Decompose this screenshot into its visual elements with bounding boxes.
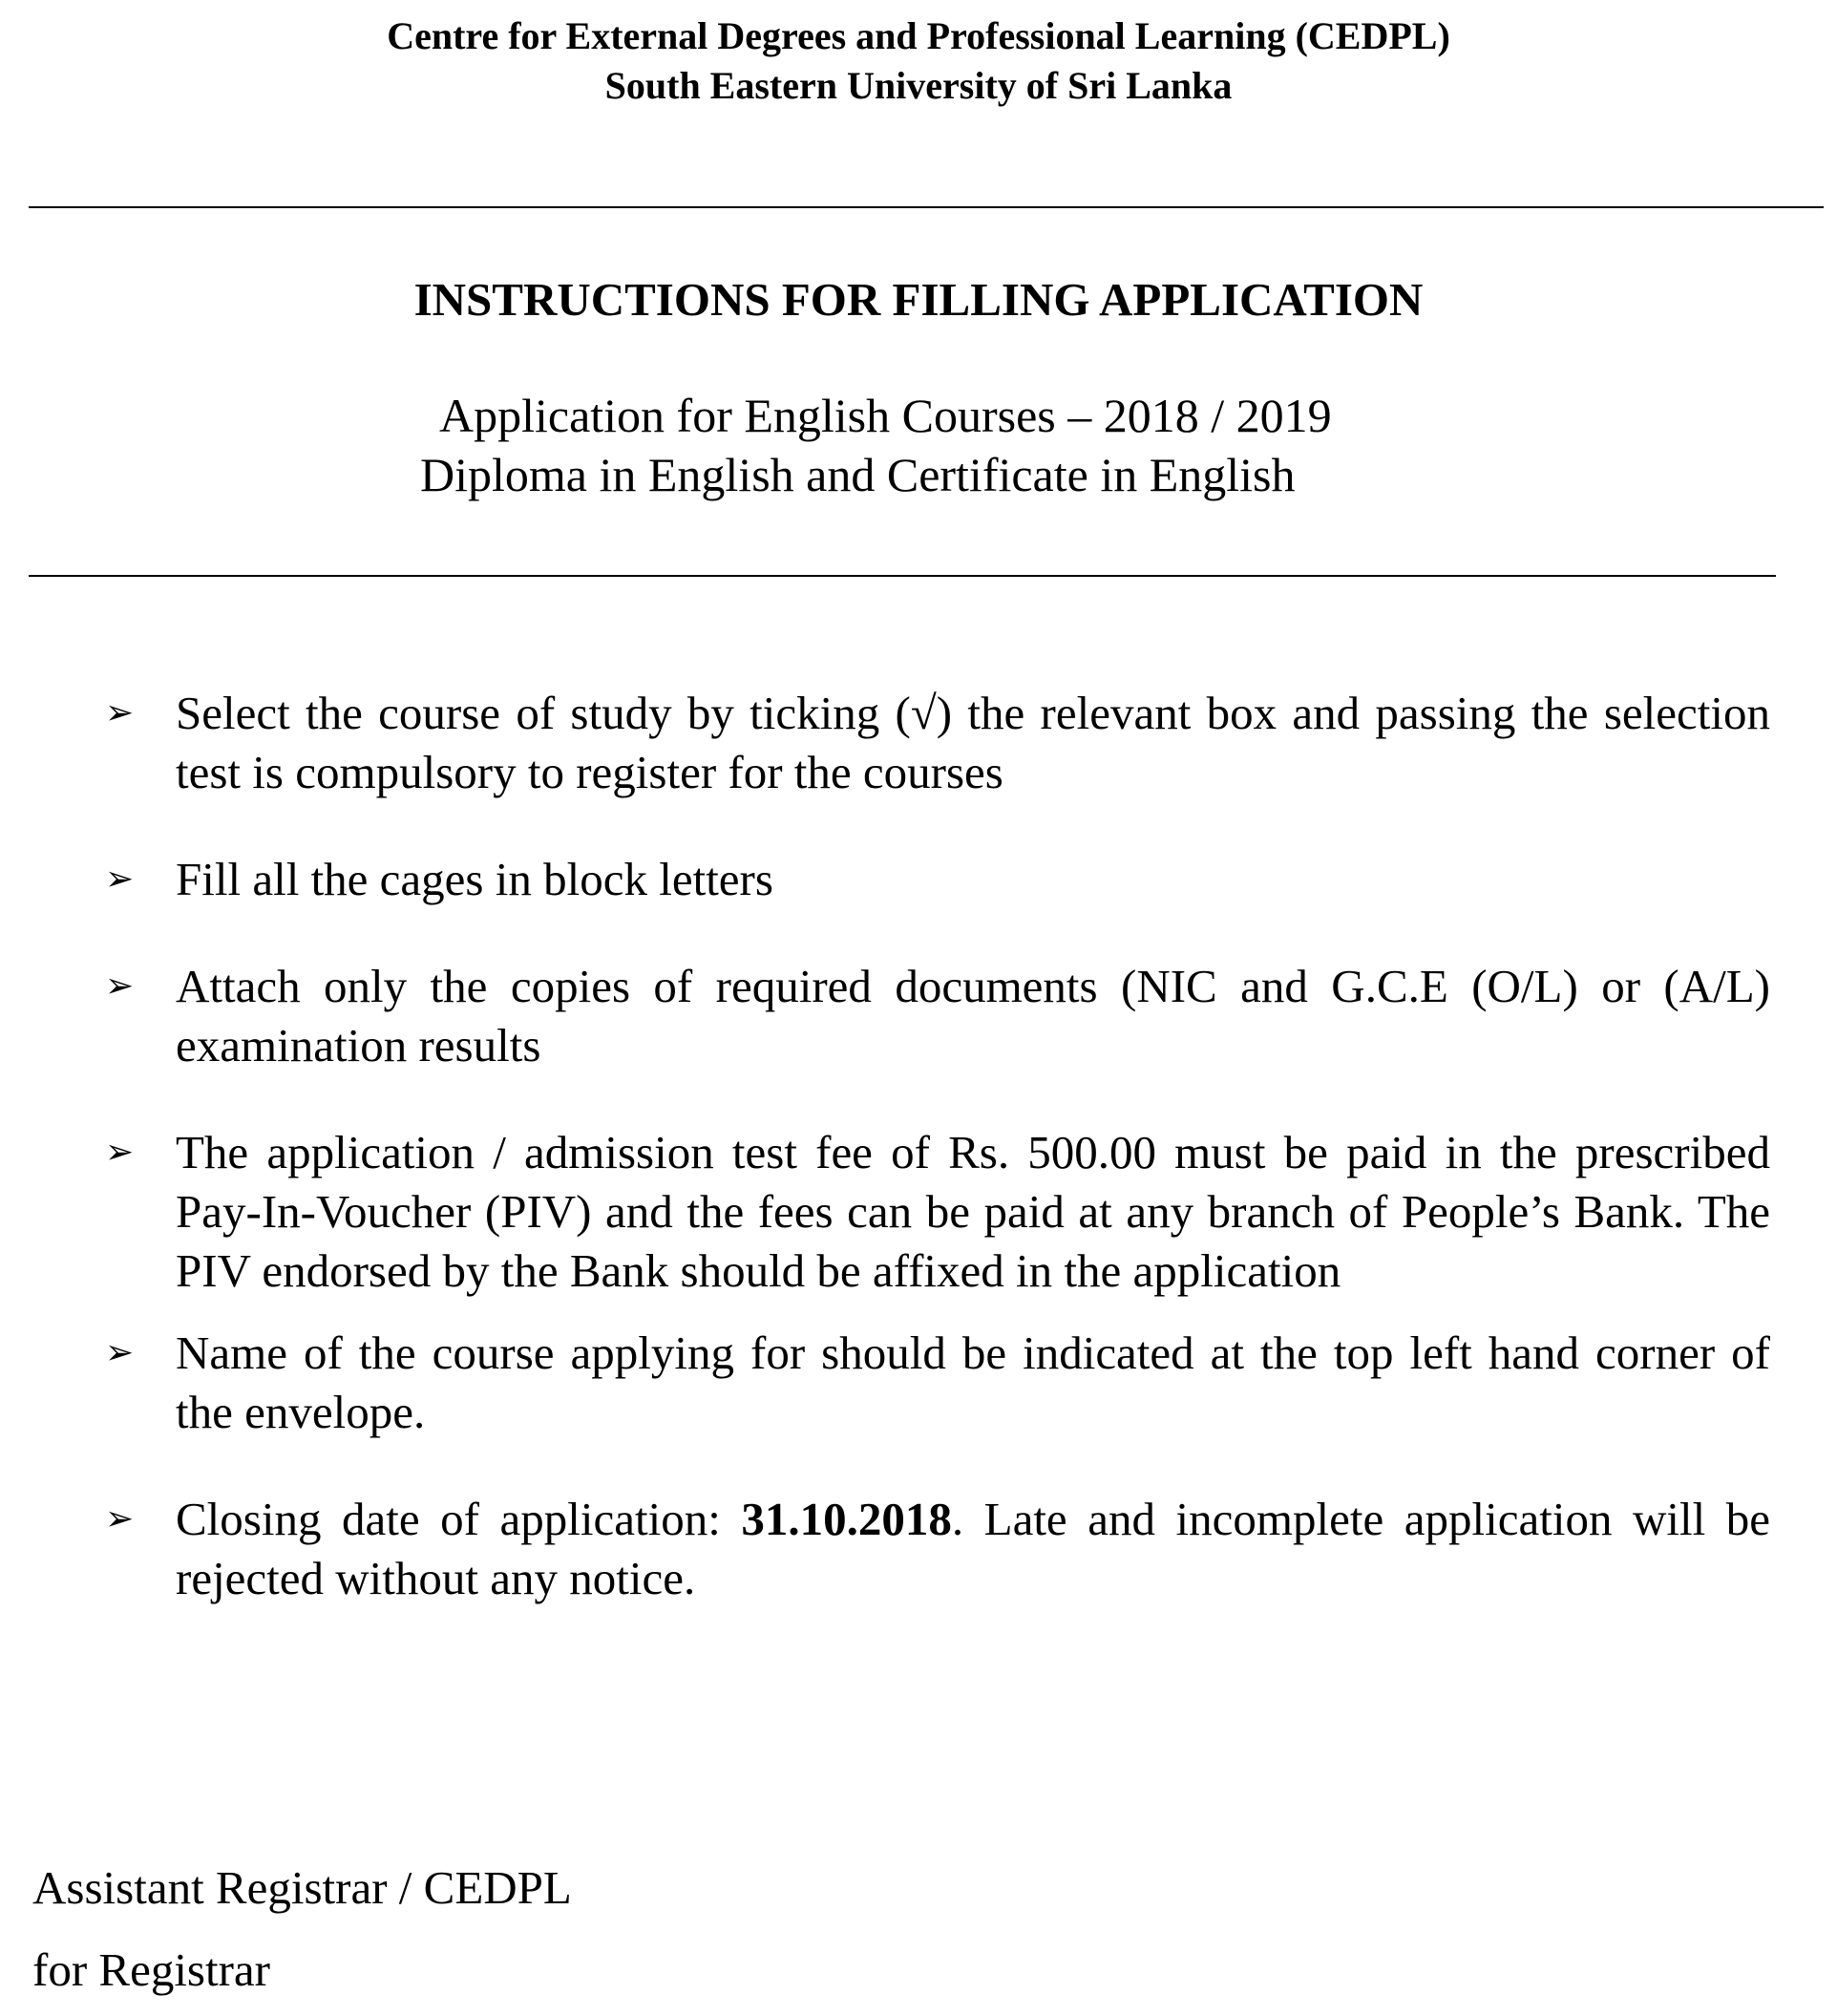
list-item: [105, 1490, 1770, 1608]
bottom-divider: [29, 575, 1776, 577]
closing-date-label: Closing date of application:: [176, 1493, 742, 1545]
list-item: [105, 684, 1770, 802]
instruction-text: Name of the course applying for should be indicated at the top left hand corner of the envelope.: [176, 1326, 1770, 1438]
course-subtitle: Diploma in English and Certificate in English: [420, 448, 1296, 501]
closing-date-note: . Late and incomplete application will be rejected without any notice.: [176, 1493, 1770, 1604]
closing-date: 31.10.2018: [741, 1493, 952, 1545]
list-item: [105, 957, 1770, 1075]
instruction-text: Attach only the copies of required documents (NIC and G.C.E (O/L) or (A/L) examination results: [176, 960, 1770, 1072]
institution-name: Centre for External Degrees and Professional Learning (CEDPL): [387, 14, 1450, 57]
list-item: [105, 1324, 1770, 1442]
arrow-bullet-icon: ➢: [105, 1333, 135, 1372]
instruction-text: The application / admission test fee of Rs. 500.00 must be paid in the prescribed Pay-In-Voucher (PIV) and the fees can be paid at any branch of People’s Bank. The PIV endorsed by the Bank should be affixed in the application: [176, 1126, 1770, 1297]
instruction-text: Select the course of study by ticking (√) the relevant box and passing the selection test is compulsory to register for the courses: [176, 687, 1770, 798]
arrow-bullet-icon: ➢: [105, 966, 135, 1006]
signatory-title: Assistant Registrar / CEDPL: [32, 1861, 572, 1914]
arrow-bullet-icon: ➢: [105, 1499, 135, 1539]
arrow-bullet-icon: ➢: [105, 1133, 135, 1172]
signatory-role: for Registrar: [32, 1943, 270, 1996]
list-item: [105, 1123, 1770, 1301]
document-header: [0, 11, 1837, 111]
arrow-bullet-icon: ➢: [105, 693, 135, 732]
list-item: [105, 850, 1770, 909]
instruction-text: Fill all the cages in block letters: [176, 853, 773, 905]
university-name: South Eastern University of Sri Lanka: [604, 64, 1233, 107]
arrow-bullet-icon: ➢: [105, 859, 135, 899]
top-divider: [29, 206, 1824, 208]
page-title: INSTRUCTIONS FOR FILLING APPLICATION: [413, 273, 1424, 326]
instruction-list: [105, 684, 1770, 1608]
application-subtitle: Application for English Courses – 2018 / 2019: [439, 389, 1332, 442]
